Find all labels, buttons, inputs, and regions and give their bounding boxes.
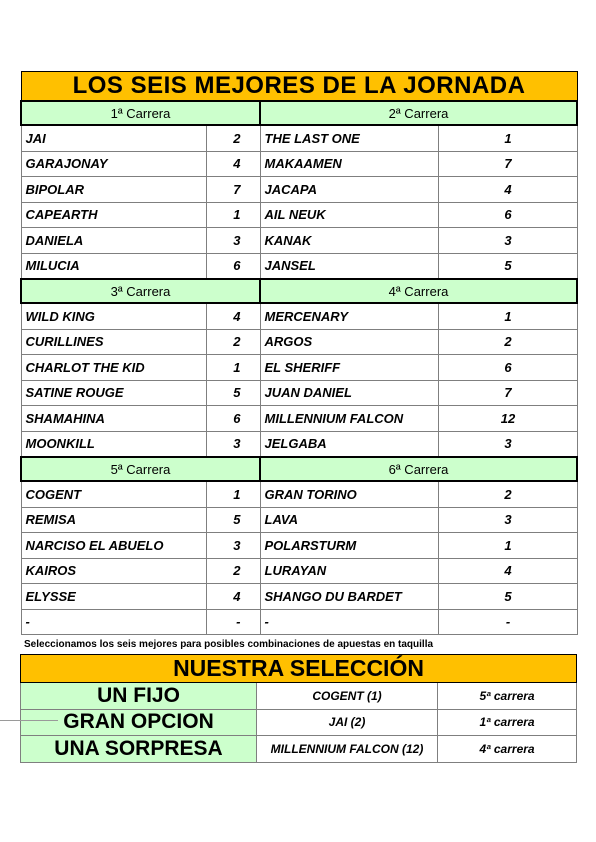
horse-number: 2 (438, 481, 577, 507)
horse-number: 1 (206, 202, 260, 228)
selection-row (21, 683, 577, 710)
race-header-row (21, 101, 577, 125)
horse-number: 1 (206, 481, 260, 507)
race-header-row (21, 457, 577, 481)
horse-row (21, 253, 577, 279)
horse-number: 1 (206, 355, 260, 381)
horse-name: CHARLOT THE KID (21, 355, 206, 381)
horse-name: CURILLINES (21, 329, 206, 355)
race-header: 5ª Carrera (21, 457, 260, 481)
horse-number: 4 (206, 303, 260, 329)
horse-name: KAIROS (21, 558, 206, 584)
race-header: 6ª Carrera (260, 457, 577, 481)
horse-number: 3 (206, 431, 260, 457)
horse-row (21, 558, 577, 584)
race-header: 1ª Carrera (21, 101, 260, 125)
horse-number: 12 (438, 406, 577, 432)
horse-name: KANAK (260, 228, 438, 254)
horse-number: 6 (206, 406, 260, 432)
selection-label: UNA SORPRESA (21, 736, 257, 763)
horse-row (21, 380, 577, 406)
horse-name: LURAYAN (260, 558, 438, 584)
selection-note: Seleccionamos los seis mejores para posibles combinaciones de apuestas en taquilla (24, 639, 434, 650)
horse-number: 7 (438, 151, 577, 177)
selection-race: 1ª carrera (438, 709, 577, 736)
horse-number: 5 (438, 253, 577, 279)
title-row (21, 72, 577, 102)
horse-name: MOONKILL (21, 431, 206, 457)
horse-row (21, 355, 577, 381)
horse-name: DANIELA (21, 228, 206, 254)
horse-name: GRAN TORINO (260, 481, 438, 507)
horse-name: AIL NEUK (260, 202, 438, 228)
selection-label: UN FIJO (21, 683, 257, 710)
horse-name: SHAMAHINA (21, 406, 206, 432)
selection-table-body (21, 655, 577, 763)
races-table (20, 71, 578, 635)
races-table-body (21, 72, 577, 635)
horse-name: MILUCIA (21, 253, 206, 279)
selection-title: NUESTRA SELECCIÓN (21, 655, 577, 683)
horse-row (21, 177, 577, 203)
horse-number: 5 (206, 507, 260, 533)
horse-name: THE LAST ONE (260, 125, 438, 151)
horse-number: 7 (206, 177, 260, 203)
horse-number: 5 (438, 584, 577, 610)
horse-name: GARAJONAY (21, 151, 206, 177)
selection-table (20, 654, 577, 763)
horse-number: 5 (206, 380, 260, 406)
selection-race: 5ª carrera (438, 683, 577, 710)
horse-number: 1 (438, 303, 577, 329)
guide-line (0, 720, 58, 721)
selection-block (20, 654, 576, 763)
selection-title-row (21, 655, 577, 683)
horse-row (21, 609, 577, 635)
horse-name: WILD KING (21, 303, 206, 329)
horse-row (21, 533, 577, 559)
selection-row (21, 736, 577, 763)
horse-row (21, 329, 577, 355)
horse-number: 2 (206, 558, 260, 584)
horse-name: POLARSTURM (260, 533, 438, 559)
horse-number: 3 (206, 533, 260, 559)
horse-number: - (438, 609, 577, 635)
horse-name: ARGOS (260, 329, 438, 355)
race-header: 3ª Carrera (21, 279, 260, 303)
race-sheet (20, 71, 576, 635)
horse-number: 3 (438, 228, 577, 254)
horse-number: 2 (206, 329, 260, 355)
horse-row (21, 125, 577, 151)
horse-row (21, 228, 577, 254)
horse-name: MILLENNIUM FALCON (260, 406, 438, 432)
horse-number: 2 (438, 329, 577, 355)
horse-name: - (21, 609, 206, 635)
horse-name: CAPEARTH (21, 202, 206, 228)
horse-number: 3 (438, 507, 577, 533)
horse-number: - (206, 609, 260, 635)
horse-number: 4 (438, 558, 577, 584)
horse-name: REMISA (21, 507, 206, 533)
horse-name: JELGABA (260, 431, 438, 457)
horse-number: 4 (206, 151, 260, 177)
selection-horse: MILLENNIUM FALCON (12) (257, 736, 438, 763)
page-title: LOS SEIS MEJORES DE LA JORNADA (21, 72, 577, 102)
horse-name: JAI (21, 125, 206, 151)
horse-row (21, 481, 577, 507)
horse-number: 4 (206, 584, 260, 610)
horse-name: JACAPA (260, 177, 438, 203)
horse-row (21, 303, 577, 329)
race-header-row (21, 279, 577, 303)
race-header: 4ª Carrera (260, 279, 577, 303)
horse-row (21, 584, 577, 610)
horse-name: ELYSSE (21, 584, 206, 610)
selection-label: GRAN OPCION (21, 709, 257, 736)
horse-row (21, 406, 577, 432)
horse-name: NARCISO EL ABUELO (21, 533, 206, 559)
horse-number: 2 (206, 125, 260, 151)
horse-row (21, 202, 577, 228)
selection-horse: JAI (2) (257, 709, 438, 736)
horse-number: 1 (438, 533, 577, 559)
horse-number: 7 (438, 380, 577, 406)
horse-row (21, 431, 577, 457)
horse-number: 3 (438, 431, 577, 457)
selection-race: 4ª carrera (438, 736, 577, 763)
horse-row (21, 151, 577, 177)
horse-name: MERCENARY (260, 303, 438, 329)
horse-number: 6 (438, 202, 577, 228)
horse-name: JUAN DANIEL (260, 380, 438, 406)
horse-number: 6 (206, 253, 260, 279)
horse-name: COGENT (21, 481, 206, 507)
horse-name: LAVA (260, 507, 438, 533)
horse-name: SHANGO DU BARDET (260, 584, 438, 610)
horse-name: EL SHERIFF (260, 355, 438, 381)
horse-number: 4 (438, 177, 577, 203)
horse-number: 6 (438, 355, 577, 381)
race-header: 2ª Carrera (260, 101, 577, 125)
selection-horse: COGENT (1) (257, 683, 438, 710)
selection-row (21, 709, 577, 736)
horse-name: JANSEL (260, 253, 438, 279)
horse-row (21, 507, 577, 533)
horse-name: MAKAAMEN (260, 151, 438, 177)
horse-name: BIPOLAR (21, 177, 206, 203)
horse-name: - (260, 609, 438, 635)
horse-number: 1 (438, 125, 577, 151)
horse-name: SATINE ROUGE (21, 380, 206, 406)
horse-number: 3 (206, 228, 260, 254)
